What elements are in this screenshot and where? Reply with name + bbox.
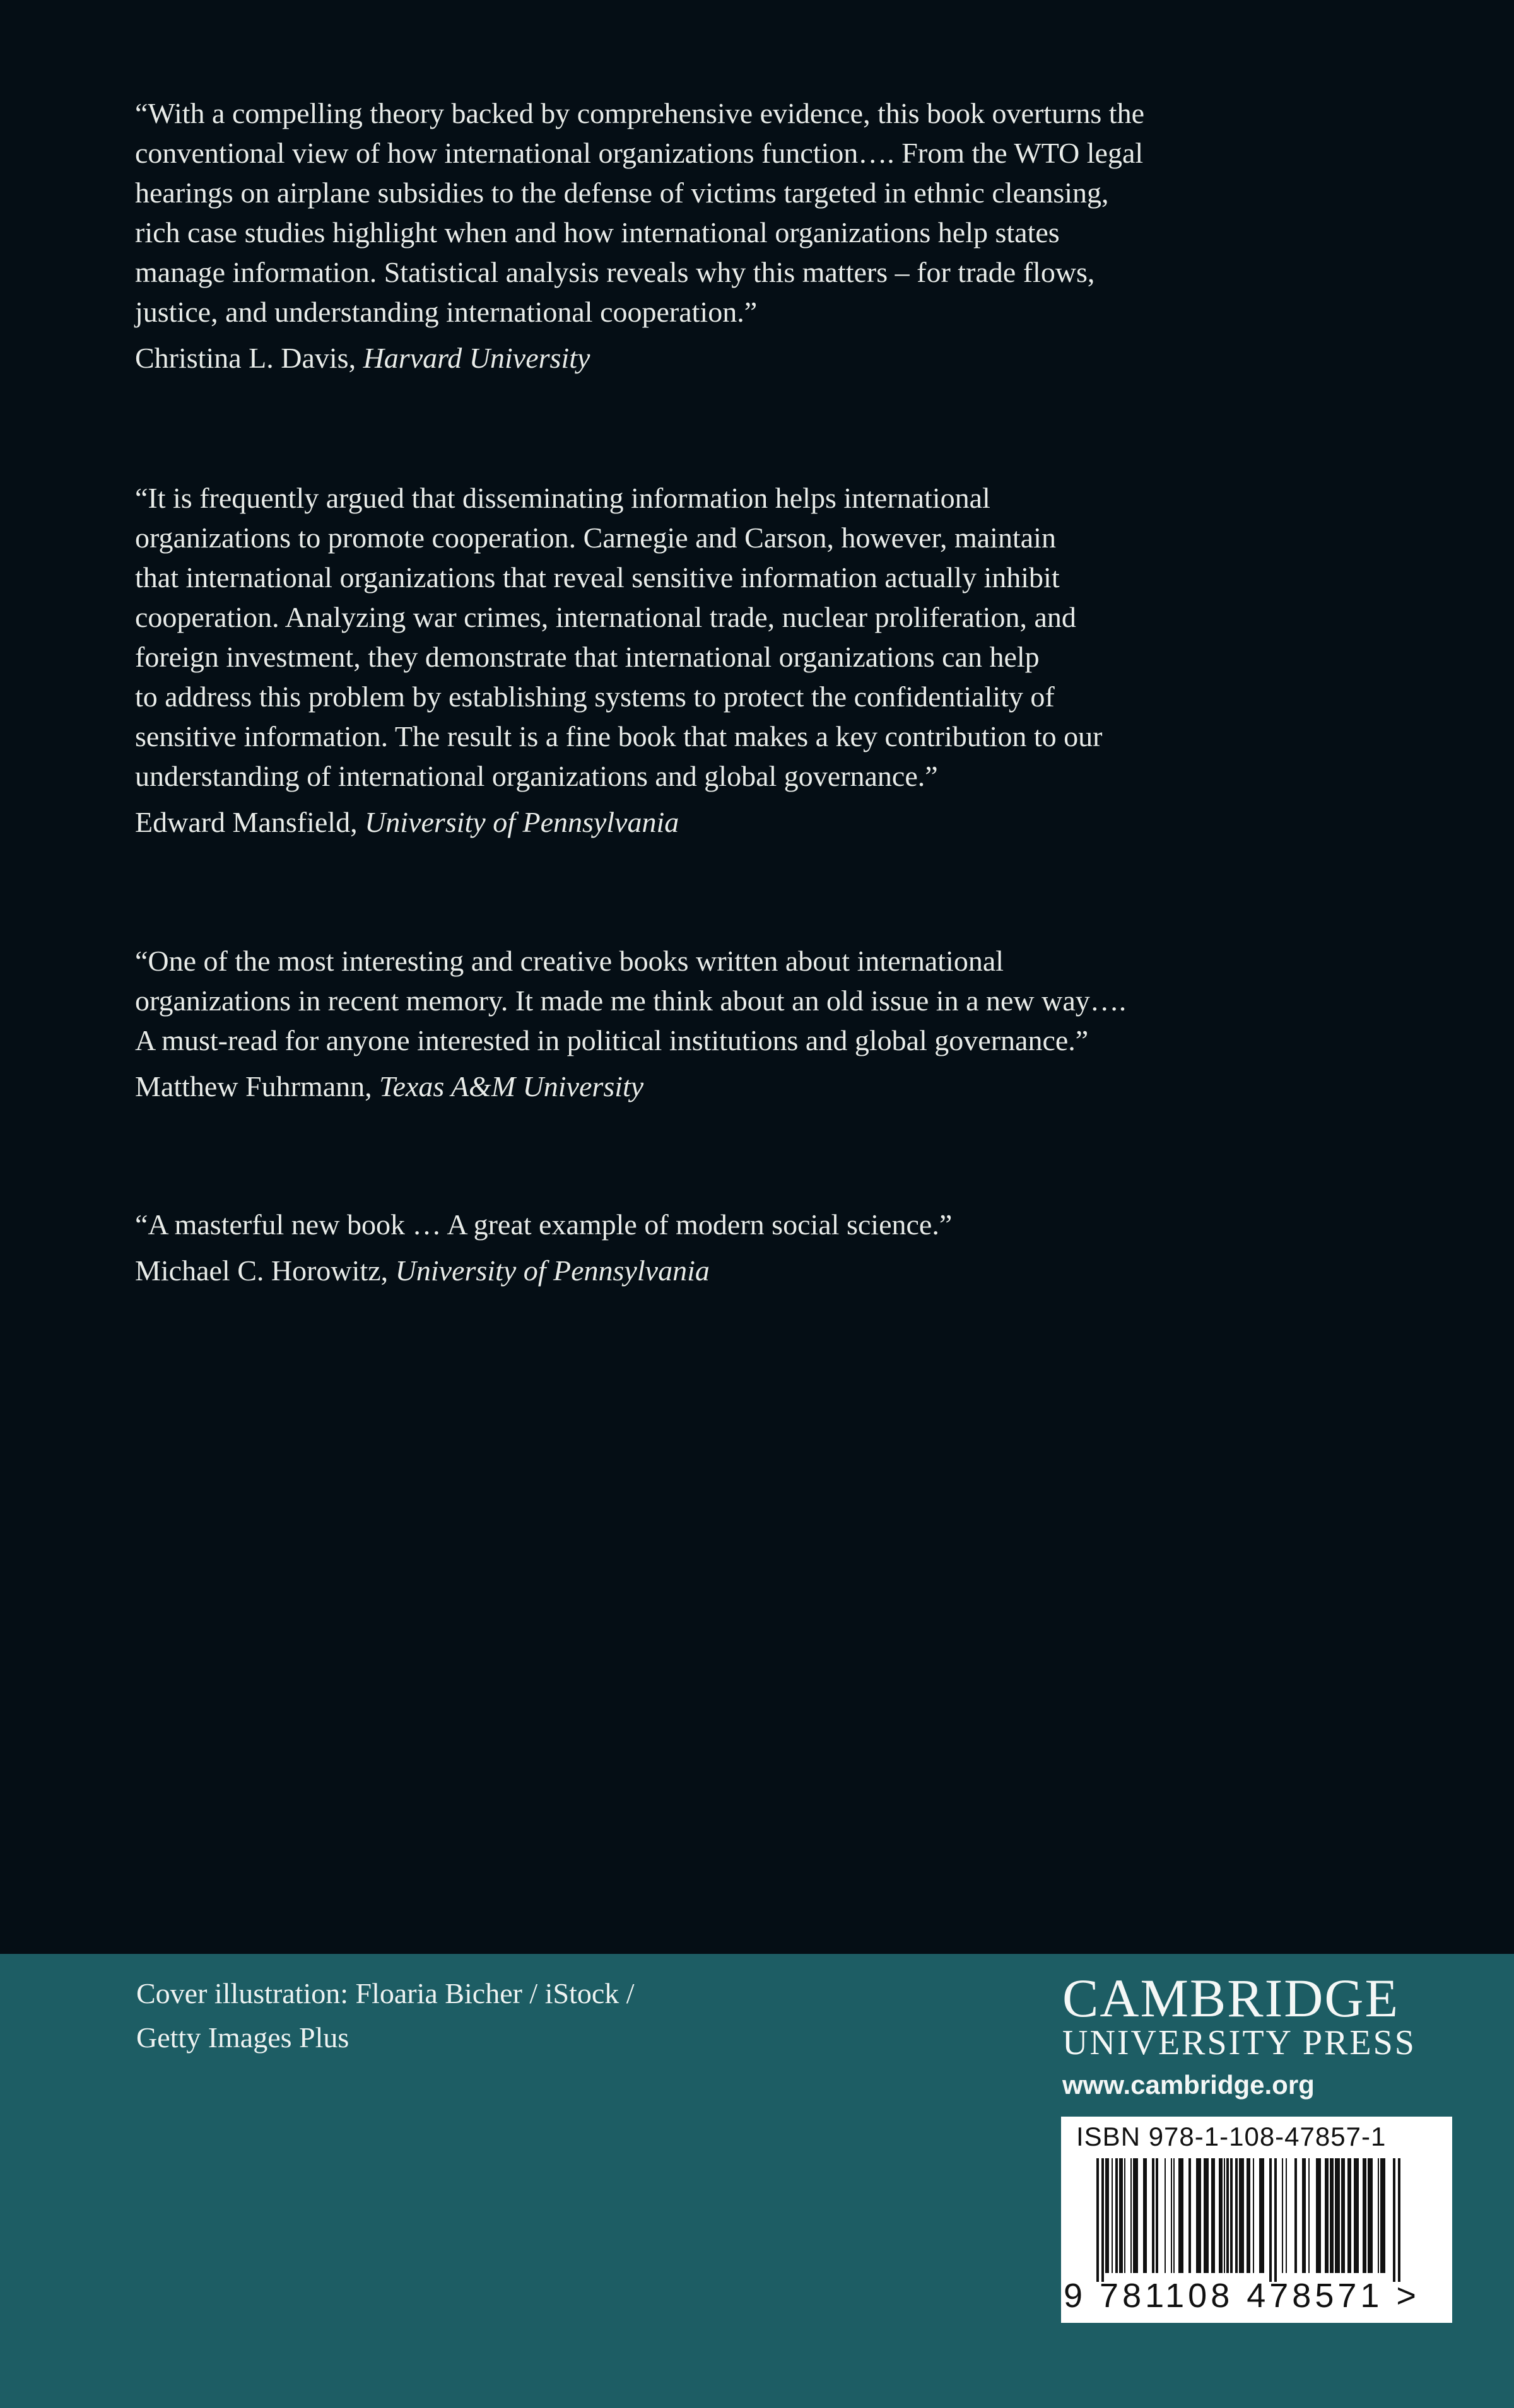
barcode-bar xyxy=(1226,2158,1229,2273)
barcode-bar xyxy=(1211,2158,1215,2273)
endorsement-author: Michael C. Horowitz, xyxy=(135,1254,396,1287)
barcode-icon xyxy=(1074,2158,1427,2282)
endorsement-1 xyxy=(135,93,1334,378)
endorsement-4 xyxy=(135,1205,1334,1290)
barcode-bar xyxy=(1325,2158,1329,2273)
barcode-bar xyxy=(1335,2158,1340,2273)
barcode-bar xyxy=(1294,2158,1297,2273)
endorsement-author: Matthew Fuhrmann, xyxy=(135,1070,380,1102)
endorsement-quote: “A masterful new book … A great example of modern social science.” xyxy=(135,1208,953,1241)
barcode-bar xyxy=(1274,2158,1277,2282)
barcode-bar xyxy=(1204,2158,1209,2273)
publisher-name: CAMBRIDGE xyxy=(1062,1968,1400,2028)
barcode-bar xyxy=(1302,2158,1306,2273)
endorsement-author: Edward Mansfield, xyxy=(135,806,365,838)
barcode-bar xyxy=(1368,2158,1373,2273)
endorsement-quote: “It is frequently argued that disseminating information helps international organizations to promote cooperation. Carnegie and Carson, however, maintain that international organizations that reveal sensitive information actually inhibit cooperation. Analyzing war crimes, international trade, nuclear proliferation, and foreign investment, they demonstrate that international organizations can help to address this problem by establishing systems to protect the confidentiality of sensitive information. The result is a fine book that makes a key contribution to our understanding of international organizations and global governance.” xyxy=(135,482,1103,792)
barcode-bar xyxy=(1330,2158,1334,2273)
barcode-bar xyxy=(1347,2158,1351,2273)
isbn-number: ISBN 978-1-108-47857-1 xyxy=(1076,2122,1387,2151)
barcode-bar xyxy=(1239,2158,1244,2273)
publisher-subtitle: UNIVERSITY PRESS xyxy=(1062,2023,1416,2062)
barcode-bar xyxy=(1341,2158,1345,2273)
barcode-bar xyxy=(1143,2158,1147,2273)
endorsement-quote: “With a compelling theory backed by comprehensive evidence, this book overturns the conventional view of how international organizations function…. From the WTO legal hearings on airplane subsidies to the defense of victims targeted in ethnic cleansing, rich case studies highlight when and how international organizations help states manage information. Statistical analysis reveals why this matters – for trade flows, justice, and understanding international cooperation.” xyxy=(135,97,1144,328)
barcode-bar xyxy=(1096,2158,1099,2282)
barcode-bar xyxy=(1112,2158,1113,2273)
endorsement-2 xyxy=(135,478,1334,842)
publisher-url: www.cambridge.org xyxy=(1062,2070,1315,2100)
barcode-bar xyxy=(1380,2158,1385,2273)
endorsement-attribution xyxy=(135,802,1334,842)
barcode-bar xyxy=(1269,2158,1272,2282)
barcode-bar xyxy=(1398,2158,1400,2282)
barcode-bar xyxy=(1124,2158,1125,2273)
barcode-bar xyxy=(1316,2158,1321,2273)
publisher-logo xyxy=(1062,1968,1453,2103)
barcode-bar xyxy=(1282,2158,1283,2273)
endorsement-institution: University of Pennsylvania xyxy=(365,806,679,838)
barcode-bar xyxy=(1171,2158,1172,2273)
endorsement-author: Christina L. Davis, xyxy=(135,342,363,374)
barcode-bar xyxy=(1230,2158,1233,2273)
barcode-bar xyxy=(1156,2158,1158,2273)
barcode-bar xyxy=(1393,2158,1395,2282)
barcode-bar xyxy=(1224,2158,1225,2273)
barcode-bar xyxy=(1173,2158,1175,2273)
barcode-bar xyxy=(1133,2158,1138,2273)
endorsement-institution: Harvard University xyxy=(363,342,590,374)
barcode-bar xyxy=(1178,2158,1183,2273)
barcode-bar xyxy=(1235,2158,1238,2273)
barcode-bar xyxy=(1247,2158,1250,2273)
endorsement-attribution xyxy=(135,338,1334,378)
barcode-bar xyxy=(1115,2158,1118,2273)
cover-credit: Cover illustration: Floaria Bicher / iStock / Getty Images Plus xyxy=(136,1977,635,2054)
barcode-bar xyxy=(1105,2158,1109,2273)
cover-footer xyxy=(0,1954,1514,2408)
barcode-bar xyxy=(1219,2158,1223,2273)
barcode-bar xyxy=(1354,2158,1359,2273)
barcode-bar xyxy=(1188,2158,1191,2273)
endorsement-institution: University of Pennsylvania xyxy=(395,1254,710,1287)
barcode-bar xyxy=(1286,2158,1287,2273)
barcode-bar xyxy=(1259,2158,1264,2273)
endorsement-3 xyxy=(135,941,1334,1106)
barcode-bar xyxy=(1152,2158,1154,2273)
barcode-bar xyxy=(1130,2158,1132,2273)
barcode-bar xyxy=(1101,2158,1104,2282)
barcode-bar xyxy=(1165,2158,1166,2273)
barcode-bar xyxy=(1308,2158,1310,2273)
barcode-bar xyxy=(1253,2158,1254,2273)
barcode-bar xyxy=(1196,2158,1201,2273)
barcode-bar xyxy=(1119,2158,1123,2273)
ean-digits: 9 781108 478571 > xyxy=(1064,2277,1420,2315)
endorsement-quote: “One of the most interesting and creative books written about international organizations in recent memory. It made me think about an old issue in a new way…. A must-read for anyone interested in political institutions and global governance.” xyxy=(135,945,1127,1056)
endorsement-attribution xyxy=(135,1067,1334,1106)
endorsement-institution: Texas A&M University xyxy=(379,1070,644,1102)
isbn-barcode xyxy=(1061,2117,1452,2323)
barcode-bar xyxy=(1378,2158,1379,2273)
endorsement-attribution xyxy=(135,1251,1334,1290)
barcode-bar xyxy=(1363,2158,1366,2273)
